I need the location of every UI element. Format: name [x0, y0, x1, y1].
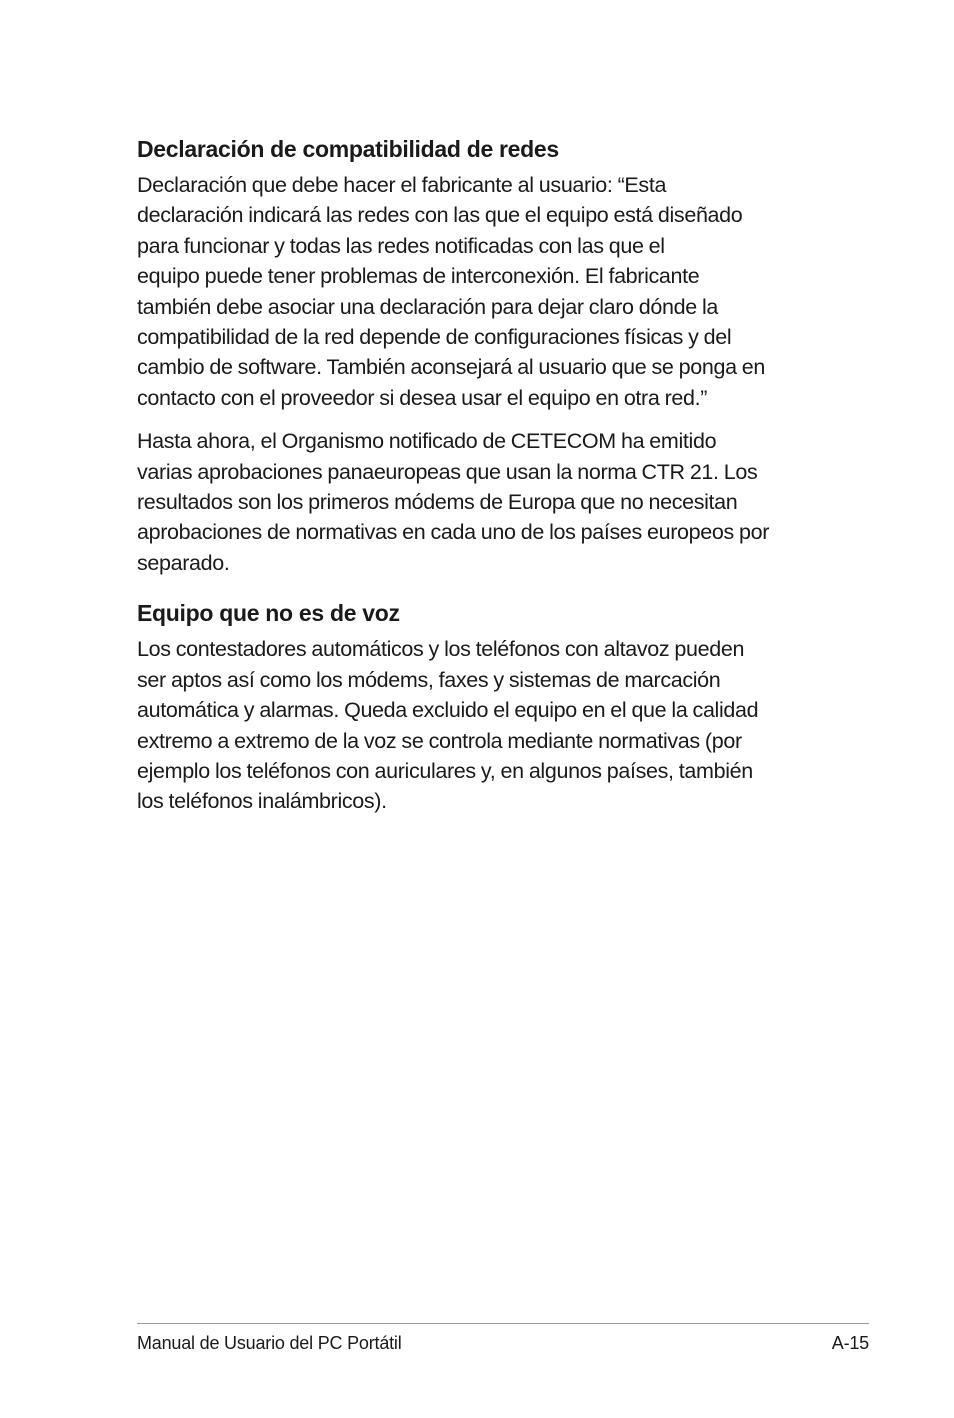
page-content: [137, 134, 837, 830]
footer-manual-title: Manual de Usuario del PC Portátil: [137, 1333, 402, 1353]
paragraph-manufacturer-declaration: [137, 170, 837, 413]
section-spacer: [137, 591, 837, 598]
text-line: ser aptos así como los módems, faxes y sistemas de marcación: [137, 667, 721, 692]
text-line: Declaración que debe hacer el fabricante al usuario: “Esta: [137, 173, 667, 197]
text-line: separado.: [137, 550, 230, 575]
text-line: compatibilidad de la red depende de configuraciones físicas y del: [137, 325, 732, 350]
text-line: ejemplo los teléfonos con auriculares y, en algunos países, también: [137, 758, 753, 783]
footer-page-number: A-15: [831, 1333, 869, 1353]
section-heading-network-compatibility: Declaración de compatibilidad de redes: [137, 136, 559, 162]
text-line: equipo puede tener problemas de interconexión. El fabricante: [137, 264, 700, 289]
text-line: para funcionar y todas las redes notificadas con las que el: [137, 233, 665, 258]
text-line: Hasta ahora, el Organismo notificado de CETECOM ha emitido: [137, 429, 717, 454]
paragraph-non-voice-equipment: [137, 634, 837, 816]
text-line: Los contestadores automáticos y los teléfonos con altavoz pueden: [137, 637, 745, 662]
section-heading-non-voice-equipment: Equipo que no es de voz: [137, 600, 400, 627]
text-line: extremo a extremo de la voz se controla mediante normativas (por: [137, 728, 742, 753]
text-line: resultados son los primeros módems de Europa que no necesitan: [137, 490, 738, 515]
text-line: los teléfonos inalámbricos).: [137, 789, 387, 814]
text-line: declaración indicará las redes con las que el equipo está diseñado: [137, 203, 743, 228]
paragraph-cetecom-approvals: [137, 426, 837, 578]
text-line: aprobaciones de normativas en cada uno de los países europeos por: [137, 520, 770, 545]
footer-divider: [137, 1323, 869, 1324]
text-line: también debe asociar una declaración para dejar claro dónde la: [137, 294, 718, 319]
text-line: cambio de software. También aconsejará al usuario que se ponga en: [137, 355, 766, 380]
text-line: contacto con el proveedor si desea usar el equipo en otra red.”: [137, 385, 708, 410]
text-line: automática y alarmas. Queda excluido el equipo en el que la calidad: [137, 698, 759, 723]
text-line: varias aprobaciones panaeuropeas que usan la norma CTR 21. Los: [137, 459, 758, 484]
